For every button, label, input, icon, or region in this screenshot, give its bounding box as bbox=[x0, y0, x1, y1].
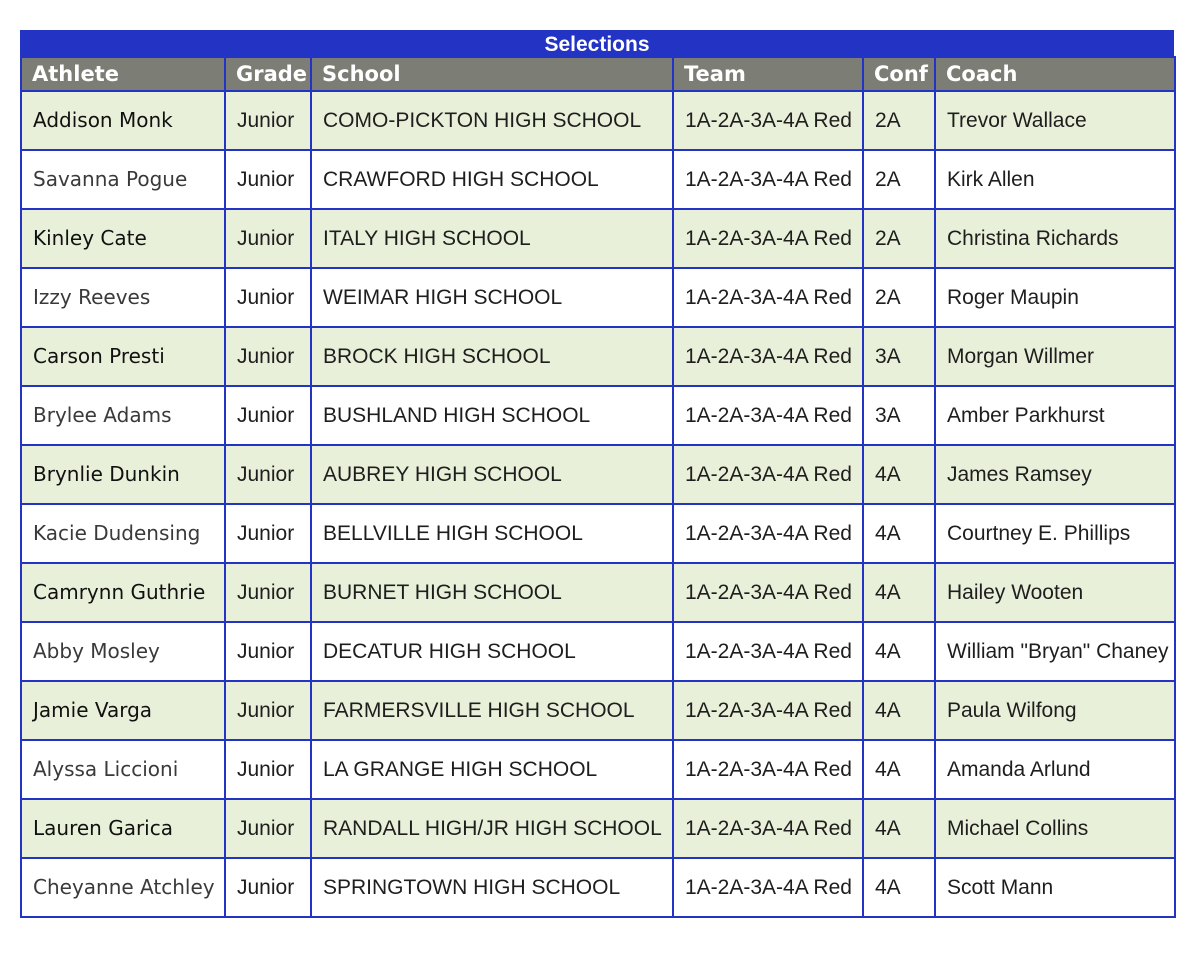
table-title: Selections bbox=[20, 30, 1174, 56]
cell-coach: Kirk Allen bbox=[935, 150, 1175, 209]
cell-grade: Junior bbox=[225, 740, 311, 799]
cell-grade: Junior bbox=[225, 445, 311, 504]
cell-school: ITALY HIGH SCHOOL bbox=[311, 209, 673, 268]
cell-grade: Junior bbox=[225, 622, 311, 681]
cell-coach: Trevor Wallace bbox=[935, 91, 1175, 150]
cell-athlete: Carson Presti bbox=[21, 327, 225, 386]
cell-coach: Amber Parkhurst bbox=[935, 386, 1175, 445]
cell-coach: Courtney E. Phillips bbox=[935, 504, 1175, 563]
cell-conf: 3A bbox=[863, 386, 935, 445]
cell-grade: Junior bbox=[225, 386, 311, 445]
cell-grade: Junior bbox=[225, 858, 311, 917]
cell-team: 1A-2A-3A-4A Red bbox=[673, 445, 863, 504]
cell-team: 1A-2A-3A-4A Red bbox=[673, 622, 863, 681]
cell-coach: Roger Maupin bbox=[935, 268, 1175, 327]
cell-school: WEIMAR HIGH SCHOOL bbox=[311, 268, 673, 327]
table-row bbox=[21, 858, 1175, 917]
selections-table-container bbox=[20, 30, 1174, 918]
cell-coach: Paula Wilfong bbox=[935, 681, 1175, 740]
column-header-coach: Coach bbox=[935, 57, 1175, 91]
cell-conf: 4A bbox=[863, 740, 935, 799]
cell-school: DECATUR HIGH SCHOOL bbox=[311, 622, 673, 681]
table-row bbox=[21, 445, 1175, 504]
cell-athlete: Kinley Cate bbox=[21, 209, 225, 268]
cell-athlete: Jamie Varga bbox=[21, 681, 225, 740]
cell-coach: Morgan Willmer bbox=[935, 327, 1175, 386]
cell-team: 1A-2A-3A-4A Red bbox=[673, 740, 863, 799]
cell-conf: 2A bbox=[863, 150, 935, 209]
cell-athlete: Alyssa Liccioni bbox=[21, 740, 225, 799]
cell-athlete: Brylee Adams bbox=[21, 386, 225, 445]
table-body bbox=[21, 91, 1175, 917]
cell-grade: Junior bbox=[225, 327, 311, 386]
cell-coach: Michael Collins bbox=[935, 799, 1175, 858]
cell-school: BELLVILLE HIGH SCHOOL bbox=[311, 504, 673, 563]
cell-athlete: Abby Mosley bbox=[21, 622, 225, 681]
table-row bbox=[21, 622, 1175, 681]
cell-team: 1A-2A-3A-4A Red bbox=[673, 386, 863, 445]
cell-coach: William "Bryan" Chaney bbox=[935, 622, 1175, 681]
cell-athlete: Lauren Garica bbox=[21, 799, 225, 858]
cell-school: BROCK HIGH SCHOOL bbox=[311, 327, 673, 386]
cell-team: 1A-2A-3A-4A Red bbox=[673, 563, 863, 622]
cell-conf: 4A bbox=[863, 504, 935, 563]
cell-coach: James Ramsey bbox=[935, 445, 1175, 504]
cell-athlete: Cheyanne Atchley bbox=[21, 858, 225, 917]
cell-grade: Junior bbox=[225, 150, 311, 209]
cell-grade: Junior bbox=[225, 681, 311, 740]
column-header-grade: Grade bbox=[225, 57, 311, 91]
cell-school: AUBREY HIGH SCHOOL bbox=[311, 445, 673, 504]
cell-grade: Junior bbox=[225, 504, 311, 563]
cell-team: 1A-2A-3A-4A Red bbox=[673, 91, 863, 150]
table-row bbox=[21, 150, 1175, 209]
selections-table bbox=[20, 56, 1176, 918]
cell-grade: Junior bbox=[225, 91, 311, 150]
cell-conf: 4A bbox=[863, 622, 935, 681]
cell-school: COMO-PICKTON HIGH SCHOOL bbox=[311, 91, 673, 150]
table-row bbox=[21, 327, 1175, 386]
cell-team: 1A-2A-3A-4A Red bbox=[673, 209, 863, 268]
table-row bbox=[21, 209, 1175, 268]
table-row bbox=[21, 799, 1175, 858]
cell-conf: 4A bbox=[863, 445, 935, 504]
cell-grade: Junior bbox=[225, 268, 311, 327]
cell-athlete: Addison Monk bbox=[21, 91, 225, 150]
cell-athlete: Brynlie Dunkin bbox=[21, 445, 225, 504]
cell-conf: 4A bbox=[863, 563, 935, 622]
header-row bbox=[21, 57, 1175, 91]
cell-grade: Junior bbox=[225, 799, 311, 858]
cell-team: 1A-2A-3A-4A Red bbox=[673, 799, 863, 858]
table-row bbox=[21, 681, 1175, 740]
cell-coach: Christina Richards bbox=[935, 209, 1175, 268]
column-header-school: School bbox=[311, 57, 673, 91]
cell-conf: 3A bbox=[863, 327, 935, 386]
column-header-athlete: Athlete bbox=[21, 57, 225, 91]
cell-team: 1A-2A-3A-4A Red bbox=[673, 681, 863, 740]
cell-team: 1A-2A-3A-4A Red bbox=[673, 327, 863, 386]
cell-team: 1A-2A-3A-4A Red bbox=[673, 504, 863, 563]
cell-athlete: Camrynn Guthrie bbox=[21, 563, 225, 622]
column-header-conf: Conf bbox=[863, 57, 935, 91]
cell-school: BUSHLAND HIGH SCHOOL bbox=[311, 386, 673, 445]
table-row bbox=[21, 268, 1175, 327]
cell-conf: 4A bbox=[863, 681, 935, 740]
cell-team: 1A-2A-3A-4A Red bbox=[673, 150, 863, 209]
cell-conf: 2A bbox=[863, 91, 935, 150]
cell-coach: Amanda Arlund bbox=[935, 740, 1175, 799]
cell-school: CRAWFORD HIGH SCHOOL bbox=[311, 150, 673, 209]
cell-school: SPRINGTOWN HIGH SCHOOL bbox=[311, 858, 673, 917]
cell-conf: 4A bbox=[863, 858, 935, 917]
cell-team: 1A-2A-3A-4A Red bbox=[673, 268, 863, 327]
cell-conf: 2A bbox=[863, 268, 935, 327]
cell-athlete: Izzy Reeves bbox=[21, 268, 225, 327]
table-row bbox=[21, 91, 1175, 150]
cell-coach: Hailey Wooten bbox=[935, 563, 1175, 622]
cell-grade: Junior bbox=[225, 563, 311, 622]
cell-school: BURNET HIGH SCHOOL bbox=[311, 563, 673, 622]
cell-school: FARMERSVILLE HIGH SCHOOL bbox=[311, 681, 673, 740]
cell-coach: Scott Mann bbox=[935, 858, 1175, 917]
cell-school: RANDALL HIGH/JR HIGH SCHOOL bbox=[311, 799, 673, 858]
cell-conf: 2A bbox=[863, 209, 935, 268]
table-row bbox=[21, 740, 1175, 799]
table-row bbox=[21, 386, 1175, 445]
cell-athlete: Kacie Dudensing bbox=[21, 504, 225, 563]
column-header-team: Team bbox=[673, 57, 863, 91]
cell-grade: Junior bbox=[225, 209, 311, 268]
cell-team: 1A-2A-3A-4A Red bbox=[673, 858, 863, 917]
cell-athlete: Savanna Pogue bbox=[21, 150, 225, 209]
cell-school: LA GRANGE HIGH SCHOOL bbox=[311, 740, 673, 799]
table-row bbox=[21, 563, 1175, 622]
cell-conf: 4A bbox=[863, 799, 935, 858]
table-row bbox=[21, 504, 1175, 563]
